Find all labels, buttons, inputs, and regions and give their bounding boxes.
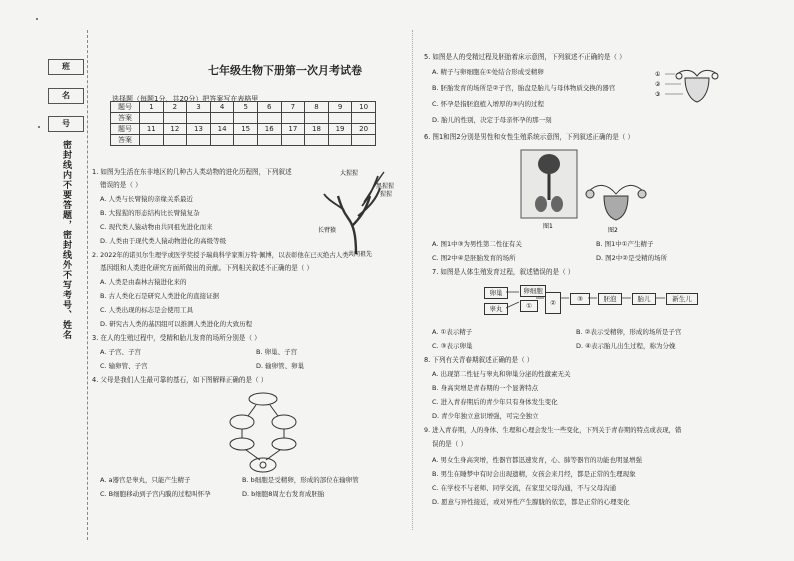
q6-option-c[interactable]: C. 图2中④是胚胎发育的场所 (432, 254, 516, 262)
seal-dashed-line (87, 30, 88, 540)
q9-option-a[interactable]: A. 男女生身高突增，性器官都迅速发育，心、肺等器官的功能也明显增强 (432, 456, 642, 464)
row-label: 答案 (111, 135, 140, 146)
q2-option-c[interactable]: C. 人类出现的标志是会使用工具 (100, 306, 194, 314)
question-number: 17 (281, 124, 305, 135)
question-number: 18 (305, 124, 329, 135)
page-fold (412, 30, 413, 530)
q2-option-d[interactable]: D. 研究古人类的基因组可以推测人类进化的大致历程 (100, 320, 253, 328)
seal-line-text: 密封线内不要答题，密封线外不写考号、姓名 (61, 140, 71, 340)
table-row (111, 124, 376, 135)
question-number: 4 (210, 102, 234, 113)
q1-option-b[interactable]: B. 大猩猩的形态结构比长臂猿复杂 (100, 209, 200, 217)
flow-arrows (506, 288, 668, 314)
uterus-figure (655, 66, 723, 106)
q9-stem-cont: 误的是（ ） (432, 440, 468, 448)
q7-option-c[interactable]: C. ③表示卵巢 (432, 342, 473, 350)
q8-stem: 8. 下列有关青春期叙述正确的是（ ） (424, 356, 534, 364)
answer-cell[interactable] (163, 113, 187, 124)
question-number: 19 (328, 124, 352, 135)
q3-option-d[interactable]: D. 输卵管、卵巢 (256, 362, 305, 370)
flow-step-2: ② (545, 292, 561, 314)
q4-option-b[interactable]: B. b细胞是受精卵，形成的部位在输卵管 (242, 476, 359, 484)
answer-cell[interactable] (187, 113, 211, 124)
q6-option-b[interactable]: B. 图1中①产生精子 (596, 240, 654, 248)
q8-option-b[interactable]: B. 身高突增是青春期的一个显著特点 (432, 384, 539, 392)
question-number: 7 (281, 102, 305, 113)
q8-option-c[interactable]: C. 进入青春期后的青少年只有身体发生变化 (432, 398, 558, 406)
q3-stem: 3. 在人的生殖过程中，受精和胎儿发育的场所分别是（ ） (92, 334, 261, 342)
q1-option-a[interactable]: A. 人类与长臂猿的亲缘关系最近 (100, 195, 193, 203)
q8-option-d[interactable]: D. 青少年独立意识增强，可完全独立 (432, 412, 539, 420)
fig-label: 猩猩 (380, 191, 393, 198)
question-number: 3 (187, 102, 211, 113)
answer-cell[interactable] (281, 135, 305, 146)
question-number: 20 (352, 124, 376, 135)
q3-option-a[interactable]: A. 子宫、子宫 (100, 348, 141, 356)
fig-label: 黑猩猩 (376, 183, 395, 190)
answer-cell[interactable] (210, 135, 234, 146)
fig-caption: 图1 (543, 223, 553, 230)
fig-label: 长臂猿 (318, 227, 337, 234)
fig-label: ② (655, 81, 661, 88)
question-number: 9 (328, 102, 352, 113)
q4-option-c[interactable]: C. B细胞移动到子宫内膜的过程叫怀孕 (100, 490, 211, 498)
table-row (111, 113, 376, 124)
flow-testis: 睾丸 (484, 303, 508, 315)
q7-option-d[interactable]: D. ④表示胎儿出生过程，称为分娩 (576, 342, 676, 350)
question-number: 1 (140, 102, 164, 113)
scan-dot (38, 126, 40, 128)
question-number: 8 (305, 102, 329, 113)
q9-option-b[interactable]: B. 男生在睡梦中有时会出现遗精，女孩会来月经，都是正常的生理现象 (432, 470, 636, 478)
number-box: 号 (48, 116, 84, 132)
flow-fetus: 胎儿 (632, 293, 656, 305)
q9-option-d[interactable]: D. 愿意与异性接近，或对异性产生朦胧的依恋，都是正常的心理变化 (432, 498, 630, 506)
answer-cell[interactable] (234, 113, 258, 124)
flow-newborn: 新生儿 (666, 293, 698, 305)
answer-cell[interactable] (234, 135, 258, 146)
q2-option-b[interactable]: B. 古人类化石是研究人类进化的直接证据 (100, 292, 220, 300)
answer-cell[interactable] (281, 113, 305, 124)
flow-step-3: ③ (570, 293, 590, 305)
question-number: 10 (352, 102, 376, 113)
question-number: 14 (210, 124, 234, 135)
answer-cell[interactable] (352, 113, 376, 124)
page-title: 七年级生物下册第一次月考试卷 (208, 64, 362, 77)
q5-stem: 5. 如图是人的受精过程及胚胎着床示意图，下列叙述不正确的是（ ） (424, 53, 626, 61)
answer-cell[interactable] (257, 135, 281, 146)
answer-cell[interactable] (187, 135, 211, 146)
question-number: 15 (234, 124, 258, 135)
q6-stem: 6. 图1和图2分别是男性和女性生殖系统示意图，下列叙述正确的是（ ） (424, 133, 635, 141)
answer-cell[interactable] (210, 113, 234, 124)
q9-option-c[interactable]: C. 在学校不与老师、同学交流，在家里父母沟通，不与父母沟通 (432, 484, 617, 492)
answer-cell[interactable] (140, 113, 164, 124)
q5-option-a[interactable]: A. 精子与卵细胞在①处结合形成受精卵 (432, 68, 544, 76)
answer-cell[interactable] (163, 135, 187, 146)
question-number: 16 (257, 124, 281, 135)
table-row (111, 135, 376, 146)
q6-option-a[interactable]: A. 图1中③为男性第二性征有关 (432, 240, 522, 248)
q2-stem: 2. 2022年的诺贝尔生理学或医学奖授予瑞典科学家斯万特·佩博，以表彰他在已灭绝古人类 (92, 251, 349, 259)
question-number: 13 (187, 124, 211, 135)
question-number: 6 (257, 102, 281, 113)
q4-option-a[interactable]: A. a器官是睾丸，只能产生精子 (100, 476, 191, 484)
q3-option-b[interactable]: B. 卵巢、子宫 (256, 348, 298, 356)
answer-cell[interactable] (328, 113, 352, 124)
flow-step-1: ① (520, 300, 538, 312)
name-box: 名 (48, 88, 84, 104)
answer-cell[interactable] (328, 135, 352, 146)
q7-stem: 7. 如图是人体生殖发育过程，叙述错误的是（ ） (432, 268, 575, 276)
answer-cell[interactable] (352, 135, 376, 146)
q7-option-b[interactable]: B. ②表示受精卵，形成的场所是子宫 (576, 328, 682, 336)
question-number: 2 (163, 102, 187, 113)
question-number: 5 (234, 102, 258, 113)
answer-cell[interactable] (305, 113, 329, 124)
question-number: 11 (140, 124, 164, 135)
answer-cell[interactable] (140, 135, 164, 146)
flow-ovary: 卵巢 (484, 287, 508, 299)
q2-option-a[interactable]: A. 人类是由森林古猿进化来的 (100, 278, 187, 286)
table-row (111, 102, 376, 113)
q1-stem: 1. 如图为生活在东非地区的几种古人类动物的进化历程图，下列叙述 (92, 168, 292, 176)
fertilization-diagram-figure (218, 390, 308, 474)
q1-option-c[interactable]: C. 现代类人猿动物由共同祖先进化而来 (100, 223, 213, 231)
q3-option-c[interactable]: C. 输卵管、子宫 (100, 362, 148, 370)
fig-label: 大猩猩 (340, 170, 359, 177)
q8-option-a[interactable]: A. 出现第二性征与睾丸和卵巢分泌的性激素无关 (432, 370, 571, 378)
q4-option-d[interactable]: D. b细胞8周左右发育成胚胎 (242, 490, 325, 498)
fig-label: ① (655, 71, 661, 78)
row-label: 答案 (111, 113, 140, 124)
q1-option-d[interactable]: D. 人类由于现代类人猿动物进化的高级等级 (100, 237, 227, 245)
class-box: 班 (48, 59, 84, 75)
q2-stem-cont: 基因组和人类进化研究方面所做出的贡献。下列相关叙述不正确的是（ ） (100, 264, 314, 272)
fig-label: ③ (655, 91, 661, 98)
flow-blastocyst: 胚泡 (598, 293, 622, 305)
scan-dot (36, 18, 38, 20)
row-label: 题号 (111, 102, 140, 113)
q5-option-d[interactable]: D. 胎儿的性别，决定于母亲怀孕的那一刻 (432, 116, 552, 124)
evolution-tree-figure (318, 166, 398, 258)
question-number: 12 (163, 124, 187, 135)
q1-stem-cont: 错误的是（ ） (100, 181, 142, 189)
fig-label: 共同祖先 (348, 251, 373, 258)
q6-option-d[interactable]: D. 图2中②是受精的场所 (596, 254, 668, 262)
flow-egg-cell: 卵细胞 (520, 285, 546, 297)
q5-option-c[interactable]: C. 怀孕是指胚泡植入增厚的③内的过程 (432, 100, 544, 108)
q7-option-a[interactable]: A. ①表示精子 (432, 328, 473, 336)
q9-stem: 9. 进入青春期，人的身体、生理和心理会发生一些变化，下列关于青春期的特点或表现，错 (424, 426, 682, 434)
answer-table-note: 选择题（每题1分，共20分）把答案写在表格里 (112, 95, 259, 103)
fig-caption: 图2 (608, 227, 618, 234)
row-label: 题号 (111, 124, 140, 135)
female-reproductive-figure (582, 180, 652, 234)
answer-cell[interactable] (305, 135, 329, 146)
answer-table (110, 101, 376, 146)
q5-option-b[interactable]: B. 胚胎发育的场所是②子宫，胎盘是胎儿与母体物质交换的器官 (432, 84, 616, 92)
male-reproductive-figure (517, 148, 581, 232)
q4-stem: 4. 父母是我们人生最可靠的基石，如下图解释正确的是（ ） (92, 376, 268, 384)
answer-cell[interactable] (257, 113, 281, 124)
